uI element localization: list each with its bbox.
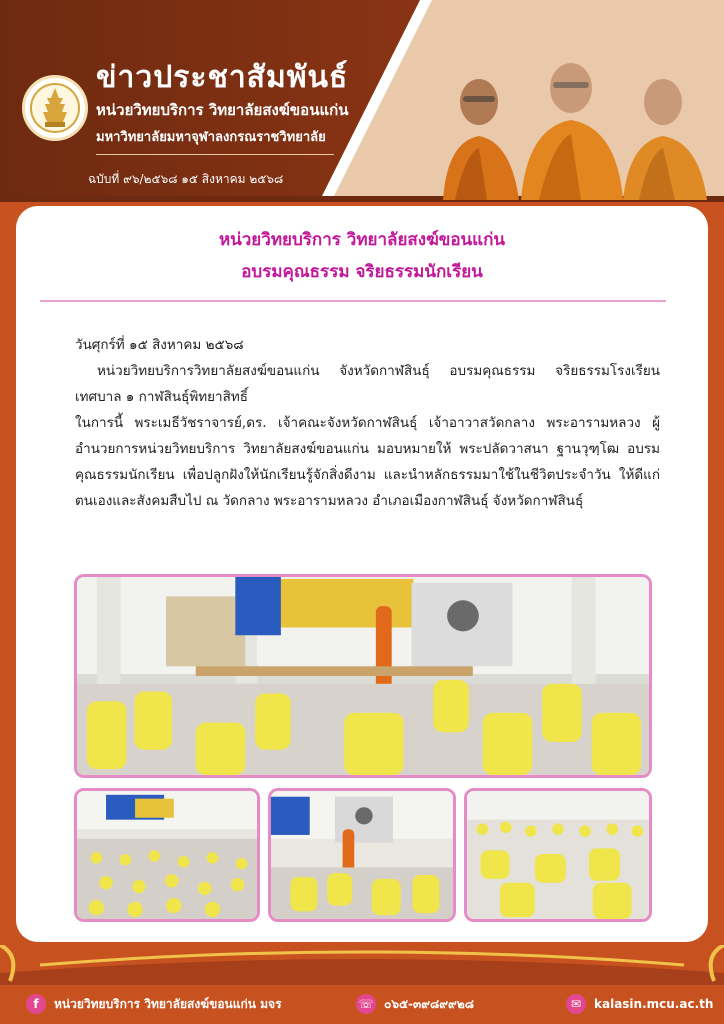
website-url: kalasin.mcu.ac.th xyxy=(594,997,714,1011)
header-rule xyxy=(96,154,334,155)
university-emblem-icon xyxy=(22,75,88,141)
unit-name: หน่วยวิทยบริการ วิทยาลัยสงฆ์ขอนแก่น xyxy=(96,101,349,119)
footer-website[interactable] xyxy=(566,994,713,1014)
issue-number-date: ฉบับที่ ๙๖/๒๕๖๘ ๑๕ สิงหาคม ๒๕๖๘ xyxy=(88,172,284,186)
mail-icon: ✉ xyxy=(566,994,586,1014)
article-title-line1: หน่วยวิทยบริการ วิทยาลัยสงฆ์ขอนแก่น xyxy=(218,230,506,250)
article-paragraph-2: ในการนี้ พระเมธีวัชราจารย์,ดร. เจ้าคณะจังหวัดกาฬสินธุ์ เจ้าอาวาสวัดกลาง พระอารามหลวง ผู้อำนวยการหน่วยวิทยบริการ วิทยาลัยสงฆ์ขอนแก่น มอบหมายให้ พระปลัดวาสนา ฐานวุฑฺโฒ อบรมคุณธรรมนักเรียน เพื่อปลูกฝังให้นักเรียนรู้จักสิ่งดีงาม และนำหลักธรรมมาใช้ในชีวิตประจำวัน ให้ดีแก่ตนเองและสังคมสืบไป ณ วัดกลาง พระอารามหลวง อำเภอเมืองกาฬสินธุ์ จังหวัดกาฬสินธุ์ xyxy=(75,415,660,509)
event-photo-2 xyxy=(74,788,260,922)
event-photo-4 xyxy=(464,788,652,922)
footer-phone[interactable] xyxy=(356,994,474,1014)
article-body xyxy=(75,332,660,514)
facebook-page-name: หน่วยวิทยบริการ วิทยาลัยสงฆ์ขอนแก่น มจร xyxy=(54,996,282,1011)
phone-number: ๐๖๕-๓๙๘๙๙๒๘ xyxy=(384,996,474,1011)
title-divider xyxy=(40,300,666,302)
article-title-line2: อบรมคุณธรรม จริยธรรมนักเรียน xyxy=(241,262,483,282)
university-name: มหาวิทยาลัยมหาจุฬาลงกรณราชวิทยาลัย xyxy=(96,130,326,145)
main-event-photo xyxy=(74,574,652,778)
newsletter-title: ข่าวประชาสัมพันธ์ xyxy=(96,60,349,95)
event-photo-3 xyxy=(268,788,456,922)
facebook-icon: f xyxy=(26,994,46,1014)
article-paragraph-1: หน่วยวิทยบริการวิทยาลัยสงฆ์ขอนแก่น จังหวัดกาฬสินธุ์ อบรมคุณธรรม จริยธรรมโรงเรียนเทศบาล ๑ กาฬสินธุ์พิทยาสิทธิ์ xyxy=(75,363,660,405)
footer-facebook[interactable] xyxy=(26,994,282,1014)
monks-portrait-image xyxy=(435,62,715,200)
phone-icon: ☏ xyxy=(356,994,376,1014)
decorative-ornament-band xyxy=(0,945,724,985)
article-date: วันศุกร์ที่ ๑๕ สิงหาคม ๒๕๖๘ xyxy=(75,337,244,353)
